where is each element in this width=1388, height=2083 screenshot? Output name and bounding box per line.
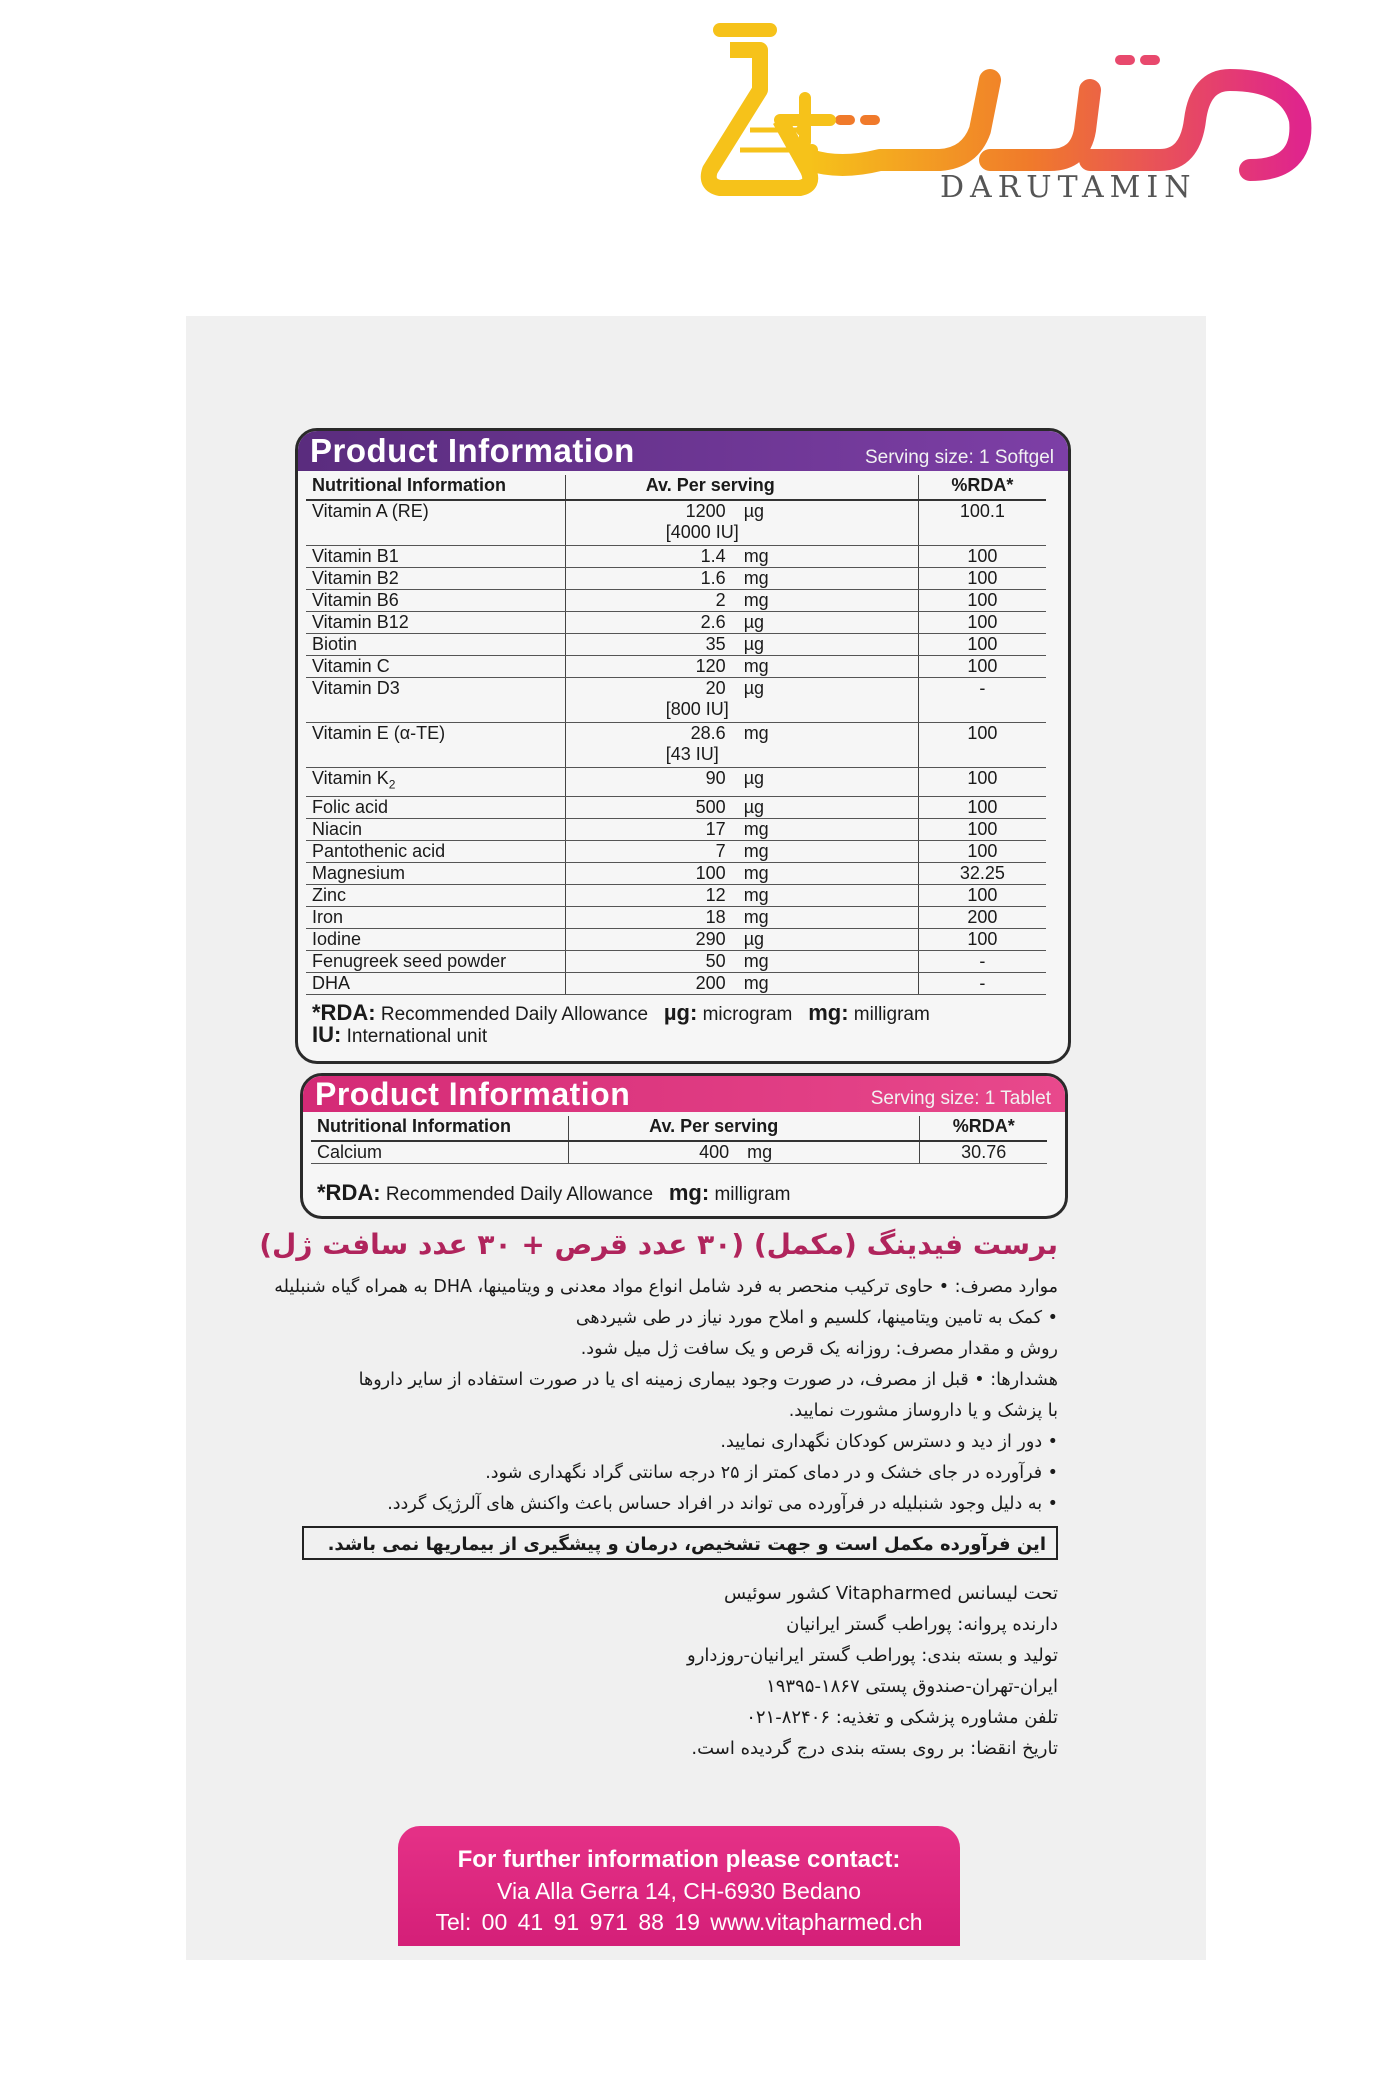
table-title: Product Information [315,1076,631,1112]
nutrient-rda: 100 [918,656,1046,678]
nutrition-table [311,1116,1047,1164]
nutrient-rda: 100 [918,768,1046,797]
instruction-line: روش و مقدار مصرف: روزانه یک قرص و یک سافت ژل میل شود. [580,1339,1058,1359]
nutrient-name: Vitamin C [306,656,565,678]
table-row [306,972,1046,994]
table-row [306,612,1046,634]
table-footnote [317,1180,790,1206]
nutrient-name: Iodine [306,928,565,950]
footnote-rda-text: Recommended Daily Allowance [380,1004,649,1025]
info-line: تحت لیسانس Vitapharmed کشور سوئیس [723,1583,1058,1604]
nutrient-name: Pantothenic acid [306,840,565,862]
nutrient-amount: 290 µg [565,928,918,950]
footnote-mg-text: milligram [853,1004,930,1025]
table-row [306,906,1046,928]
instruction-line: • کمک به تامین ویتامینها، کلسیم و املاح مورد نیاز در طی شیردهی [575,1308,1058,1328]
nutrient-amount: 120 mg [565,656,918,678]
nutrient-amount: 400 mg [569,1141,920,1164]
table-row [306,500,1046,546]
footnote-mg-label: mg: [668,1180,710,1205]
instruction-line: هشدارها: • قبل از مصرف، در صورت وجود بیماری زمینه ای یا در صورت استفاده از سایر داروها [358,1370,1058,1390]
nutrient-amount: 12 mg [565,884,918,906]
nutrient-amount: 7 mg [565,840,918,862]
nutrient-name: Niacin [306,818,565,840]
nutrient-amount: 1.4 mg [565,546,918,568]
nutrient-name: Vitamin B12 [306,612,565,634]
nutrient-name: Calcium [311,1141,569,1164]
nutrient-rda: - [918,678,1046,723]
nutrient-name: Biotin [306,634,565,656]
nutrient-rda: 32.25 [918,862,1046,884]
nutrient-amount: 200 mg [565,972,918,994]
nutrient-amount: 2 mg [565,590,918,612]
instruction-line: • به دلیل وجود شنبلیله در فرآورده می تواند در افراد حساس باعث واکنش های آلرژیک گردد. [387,1494,1058,1514]
nutrient-amount: 1.6 mg [565,568,918,590]
table-row [306,656,1046,678]
footnote-rda-text: Recommended Daily Allowance [385,1184,654,1205]
table-row [306,678,1046,723]
footnote-mg-label: mg: [808,1000,849,1025]
table-row [306,950,1046,972]
manufacturer-info-fa [687,1578,1058,1764]
table-title: Product Information [310,432,635,469]
nutrient-name: DHA [306,972,565,994]
column-header-rda: %RDA* [920,1116,1047,1141]
nutrient-rda: 100 [918,928,1046,950]
column-header-name: Nutritional Information [311,1116,569,1141]
table-row [306,862,1046,884]
table-row [306,884,1046,906]
table-header-bar [303,1076,1065,1112]
nutrient-name: Vitamin D3 [306,678,565,723]
supplement-notice-fa: این فرآورده مکمل است و جهت تشخیص، درمان و پیشگیری از بیماریها نمی باشد. [302,1526,1058,1560]
column-header-amount: Av. Per serving [569,1116,920,1141]
table-row [306,928,1046,950]
footnote-rda-label: *RDA: [317,1180,381,1205]
nutrient-rda: - [918,950,1046,972]
nutrition-table [306,475,1046,995]
nutrient-amount: 28.6 mg [43 IU] [565,723,918,768]
nutrient-amount: 2.6 µg [565,612,918,634]
nutrient-rda: 100.1 [918,500,1046,546]
footnote-ug-label: µg: [663,1000,698,1025]
nutrient-rda: 100 [918,796,1046,818]
info-line: ایران-تهران-صندوق پستی ۱۸۶۷-۱۹۳۹۵ [766,1676,1058,1697]
nutrient-name: Iron [306,906,565,928]
table-row [306,546,1046,568]
nutrient-name: Vitamin $K_2$ [306,768,565,797]
nutrient-amount: 18 mg [565,906,918,928]
contact-address: Via Alla Gerra 14, CH-6930 Bedano [497,1878,861,1904]
nutrient-amount: 35 µg [565,634,918,656]
table-row [306,723,1046,768]
nutrient-rda: 30.76 [920,1141,1047,1164]
column-header-name: Nutritional Information [306,475,565,500]
column-header-amount: Av. Per serving [565,475,918,500]
nutrient-rda: 200 [918,906,1046,928]
table-body [306,500,1046,994]
nutrient-rda: 100 [918,568,1046,590]
nutrient-amount: 100 mg [565,862,918,884]
instruction-line: • دور از دید و دسترس کودکان نگهداری نمایید. [720,1432,1058,1452]
nutrient-name: Fenugreek seed powder [306,950,565,972]
serving-size: Serving size: 1 Softgel [864,447,1054,468]
nutrient-amount: 90 µg [565,768,918,797]
instruction-line: با پزشک و یا داروساز مشورت نمایید. [788,1401,1058,1421]
nutrient-rda: - [918,972,1046,994]
nutrient-name: Vitamin B2 [306,568,565,590]
table-body [311,1141,1047,1164]
footnote-iu-label: IU: [312,1022,342,1047]
table-row [306,768,1046,797]
footnote-mg-text: milligram [714,1184,791,1205]
table-row [306,634,1046,656]
nutrient-name: Folic acid [306,796,565,818]
table-row [306,818,1046,840]
table-row [306,568,1046,590]
table-row [306,796,1046,818]
brand-logo [690,20,1350,220]
nutrient-rda: 100 [918,634,1046,656]
nutrient-name: Vitamin B6 [306,590,565,612]
logo-latin-text: DARUTAMIN [940,170,1197,205]
info-line: تولید و بسته بندی: پوراطب گستر ایرانیان-روزدارو [687,1645,1058,1666]
nutrient-name: Zinc [306,884,565,906]
contact-heading: For further information please contact: [457,1846,901,1873]
nutrient-name: Vitamin E (α-TE) [306,723,565,768]
info-line: تلفن مشاوره پزشکی و تغذیه: ۸۲۴۰۶-۰۲۱ [746,1707,1058,1728]
nutrient-rda: 100 [918,723,1046,768]
nutrient-amount: 17 mg [565,818,918,840]
nutrition-table-softgel [295,428,1071,1064]
table-row [306,840,1046,862]
info-line: تاریخ انقضا: بر روی بسته بندی درج گردیده است. [691,1738,1058,1759]
nutrient-rda: 100 [918,884,1046,906]
instruction-line: • فرآورده در جای خشک و در دمای کمتر از ۲۵ درجه سانتی گراد نگهداری شود. [485,1463,1058,1483]
table-row [306,590,1046,612]
nutrient-name: Magnesium [306,862,565,884]
column-header-rda: %RDA* [918,475,1046,500]
nutrient-amount: 20 µg [800 IU] [565,678,918,723]
footnote-ug-text: microgram [702,1004,793,1025]
serving-size: Serving size: 1 Tablet [870,1088,1051,1109]
nutrition-table-tablet [300,1073,1068,1219]
nutrient-rda: 100 [918,612,1046,634]
table-footnote [312,1000,930,1047]
nutrient-rda: 100 [918,546,1046,568]
nutrient-amount: 500 µg [565,796,918,818]
nutrient-rda: 100 [918,818,1046,840]
footnote-iu-text: International unit [346,1026,488,1047]
nutrient-rda: 100 [918,840,1046,862]
nutrient-rda: 100 [918,590,1046,612]
info-line: دارنده پروانه: پوراطب گستر ایرانیان [786,1614,1058,1635]
footnote-rda-label: *RDA: [312,1000,376,1025]
nutrient-amount: 50 mg [565,950,918,972]
table-header-bar [298,431,1068,471]
product-title-fa: برست فیدینگ (مکمل) (۳۰ عدد قرص + ۳۰ عدد سافت ژل) [259,1228,1058,1261]
nutrient-name: Vitamin B1 [306,546,565,568]
usage-instructions-fa [238,1272,1058,1520]
table-row [311,1141,1047,1164]
nutrient-amount: 1200 µg [4000 IU] [565,500,918,546]
contact-phone-web: Tel: 00 41 91 971 88 19 www.vitapharmed.ch [435,1909,923,1935]
contact-box [398,1826,960,1946]
nutrient-name: Vitamin A (RE) [306,500,565,546]
instruction-line: موارد مصرف: • حاوی ترکیب منحصر به فرد شامل انواع مواد معدنی و ویتامینها، DHA به همراه گیاه شنبلیله [274,1277,1058,1297]
